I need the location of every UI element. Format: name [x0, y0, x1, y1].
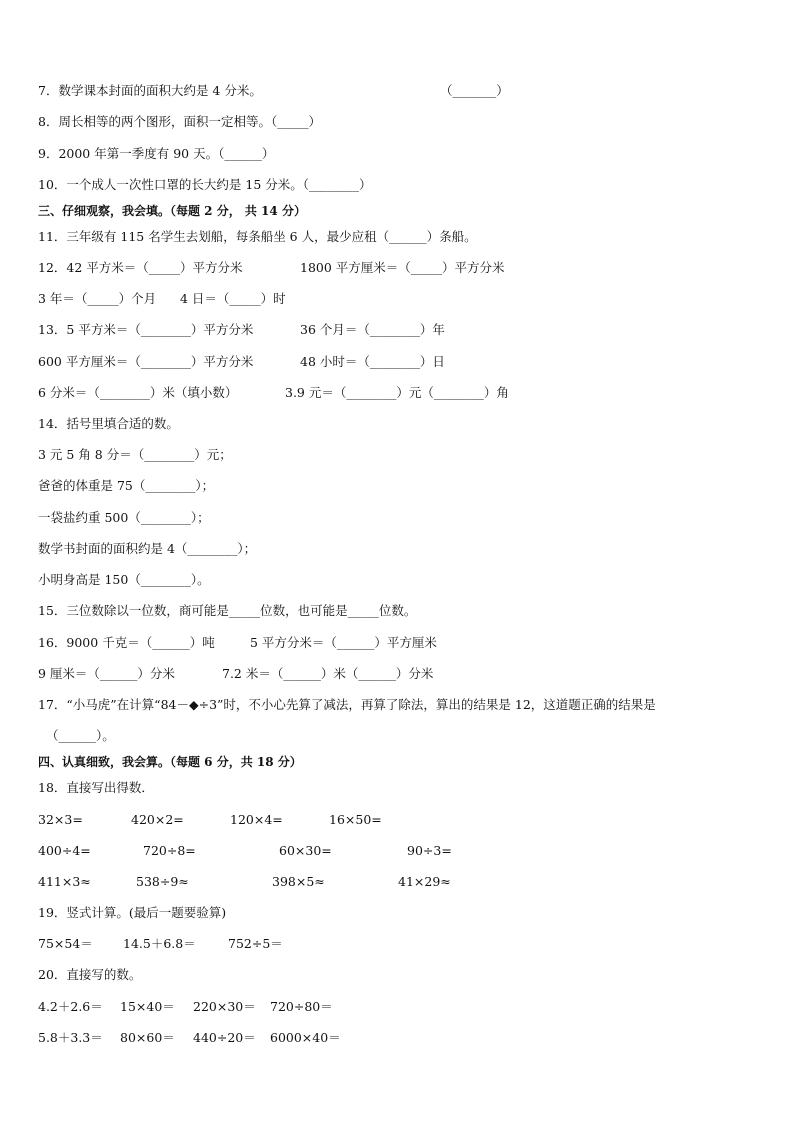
- conversion-item: 36 个月＝（________）年: [300, 322, 445, 337]
- fill-item: 爸爸的体重是 75（________）；: [38, 478, 215, 493]
- question-15-text: 15．三位数除以一位数，商可能是_____位数，也可能是_____位数。: [38, 603, 417, 618]
- answer-blank: （______）。: [46, 728, 115, 743]
- arithmetic-item: 720÷8=: [143, 843, 196, 858]
- question-7-text: 7．数学课本封面的面积大约是 4 分米。: [38, 83, 262, 98]
- arithmetic-item: 398×5≈: [272, 874, 325, 889]
- arithmetic-item: 440÷20＝: [193, 1030, 256, 1045]
- arithmetic-item: 120×4=: [230, 812, 283, 827]
- conversion-item: 9 厘米＝（______）分米: [38, 666, 175, 681]
- question-17-text: 17．“小马虎”在计算“84－◆÷3”时，不小心先算了减法，再算了除法，算出的结果是 12，这道题正确的结果是: [38, 697, 656, 712]
- question-18-text: 18．直接写出得数．: [38, 780, 154, 795]
- arithmetic-item: 75×54＝: [38, 936, 93, 951]
- arithmetic-item: 60×30=: [279, 843, 332, 858]
- conversion-item: 3 年＝（_____）个月: [38, 291, 157, 306]
- conversion-item: 600 平方厘米＝（________）平方分米: [38, 354, 254, 369]
- arithmetic-item: 14.5＋6.8＝: [123, 936, 196, 951]
- arithmetic-item: 80×60＝: [120, 1030, 175, 1045]
- conversion-item: 5 平方分米＝（______）平方厘米: [250, 635, 437, 650]
- question-20-text: 20．直接写的数。: [38, 967, 142, 982]
- arithmetic-item: 32×3=: [38, 812, 83, 827]
- answer-blank: （_______）: [440, 83, 509, 98]
- question-11-text: 11．三年级有 115 名学生去划船，每条船坐 6 人，最少应租（______）条船。: [38, 229, 477, 244]
- arithmetic-item: 411×3≈: [38, 874, 91, 889]
- arithmetic-item: 538÷9≈: [136, 874, 189, 889]
- question-8-text: 8．周长相等的两个图形，面积一定相等。（_____）: [38, 114, 321, 129]
- conversion-item: 7.2 米＝（______）米（______）分米: [222, 666, 434, 681]
- fill-item: 小明身高是 150（________）。: [38, 572, 210, 587]
- arithmetic-item: 752÷5＝: [228, 936, 283, 951]
- fill-item: 一袋盐约重 500（________）；: [38, 510, 210, 525]
- question-10-text: 10．一个成人一次性口罩的长大约是 15 分米。（________）: [38, 177, 372, 192]
- fill-item: 3 元 5 角 8 分＝（________）元；: [38, 447, 232, 462]
- section-heading-text: 三、仔细观察，我会填。（每题 2 分， 共 14 分）: [38, 204, 306, 218]
- arithmetic-item: 16×50=: [329, 812, 382, 827]
- question-9-text: 9．2000 年第一季度有 90 天。（______）: [38, 146, 275, 161]
- arithmetic-item: 5.8＋3.3＝: [38, 1030, 103, 1045]
- arithmetic-item: 220×30＝: [193, 999, 256, 1014]
- conversion-item: 12．42 平方米＝（_____）平方分米: [38, 260, 243, 275]
- conversion-item: 3.9 元＝（________）元（________）角: [285, 385, 509, 400]
- conversion-item: 13．5 平方米＝（________）平方分米: [38, 322, 254, 337]
- arithmetic-item: 4.2＋2.6＝: [38, 999, 103, 1014]
- arithmetic-item: 400÷4=: [38, 843, 91, 858]
- conversion-item: 48 小时＝（________）日: [300, 354, 445, 369]
- arithmetic-item: 15×40＝: [120, 999, 175, 1014]
- arithmetic-item: 41×29≈: [398, 874, 451, 889]
- arithmetic-item: 420×2=: [131, 812, 184, 827]
- conversion-item: 16．9000 千克＝（______）吨: [38, 635, 215, 650]
- question-14-text: 14．括号里填合适的数。: [38, 416, 179, 431]
- arithmetic-item: 90÷3=: [407, 843, 452, 858]
- arithmetic-item: 720÷80＝: [270, 999, 333, 1014]
- arithmetic-item: 6000×40＝: [270, 1030, 341, 1045]
- conversion-item: 6 分米＝（________）米（填小数）: [38, 385, 238, 400]
- conversion-item: 4 日＝（_____）时: [180, 291, 286, 306]
- section-heading-text: 四、认真细致，我会算。（每题 6 分，共 18 分）: [38, 755, 302, 769]
- fill-item: 数学书封面的面积约是 4（________）；: [38, 541, 257, 556]
- question-19-text: 19．竖式计算。(最后一题要验算): [38, 905, 227, 920]
- conversion-item: 1800 平方厘米＝（_____）平方分米: [300, 260, 505, 275]
